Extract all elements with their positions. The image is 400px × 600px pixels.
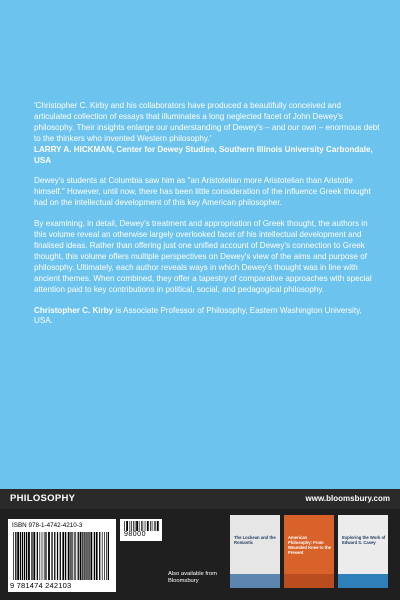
subject-bar xyxy=(0,489,400,509)
related-book-title: The Lockean and the Romantic xyxy=(234,535,276,545)
author-bio: is Associate Professor of Philosophy, Eastern Washington University, USA. xyxy=(34,305,362,326)
price-bars xyxy=(123,521,159,531)
price-barcode xyxy=(120,519,162,541)
price-code: 98000 xyxy=(124,531,146,538)
barcode-digits: 9 781474 242103 xyxy=(10,581,72,590)
related-book-cover[interactable] xyxy=(230,515,280,588)
isbn-barcode xyxy=(8,519,116,592)
author-name: Christopher C. Kirby xyxy=(34,305,114,315)
related-book-band xyxy=(230,574,280,588)
related-book-band xyxy=(284,574,334,588)
endorsement-quote: 'Christopher C. Kirby and his collaborators have produced a beautifully conceived and articulated collection of essays that illuminates a long neglected facet of John Dewey's philosophy. Their insights enlarge our understanding of Dewey's – and our own – enormous debt to the thinkers who invented Western philosophy.' xyxy=(34,101,380,143)
related-book-title: American Philosophy: From Wounded Knee to the Present xyxy=(288,535,331,555)
related-book-title: Exploring the Work of Edward S. Casey xyxy=(342,535,386,545)
publisher-url[interactable]: www.bloomsbury.com xyxy=(305,494,390,503)
related-book-cover[interactable] xyxy=(338,515,388,588)
related-book-cover[interactable] xyxy=(284,515,334,588)
intro-paragraph: Dewey's students at Columbia saw him as "an Aristotelian more Aristotelian than Aristotle himself." However, until now, there has been little consideration of the influence Greek thought had on the intellectual development of this key American philosopher. xyxy=(34,176,371,208)
isbn-label: ISBN 978-1-4742-4210-3 xyxy=(12,522,83,529)
blurb-text xyxy=(34,101,380,337)
subject-label: PHILOSOPHY xyxy=(10,493,76,504)
endorsement-paragraph xyxy=(34,101,380,166)
also-available-label: Also available from Bloomsbury xyxy=(168,571,217,584)
related-book-band xyxy=(338,574,388,588)
description-paragraph: By examining, in detail, Dewey's treatment and appropriation of Greek thought, the authors in this volume reveal an otherwise largely overlooked facet of his intellectual development and finalised ideas. Rather than offering just one unified account of Dewey's connection to Greek thought, this volume offers multiple perspectives on Dewey's view of the aims and purpose of philosophy. Ultimately, each author reveals ways in which Dewey's thought was in line with ancient themes. When combined, they offer a tapestry of comparative approaches with special attention paid to key contributions in political, social, and pedagogical philosophy. xyxy=(34,219,372,294)
endorsement-attribution: LARRY A. HICKMAN, Center for Dewey Studies, Southern Illinois University Carbondale, USA xyxy=(34,144,373,165)
author-paragraph xyxy=(34,306,380,328)
barcode-bars xyxy=(12,532,112,580)
